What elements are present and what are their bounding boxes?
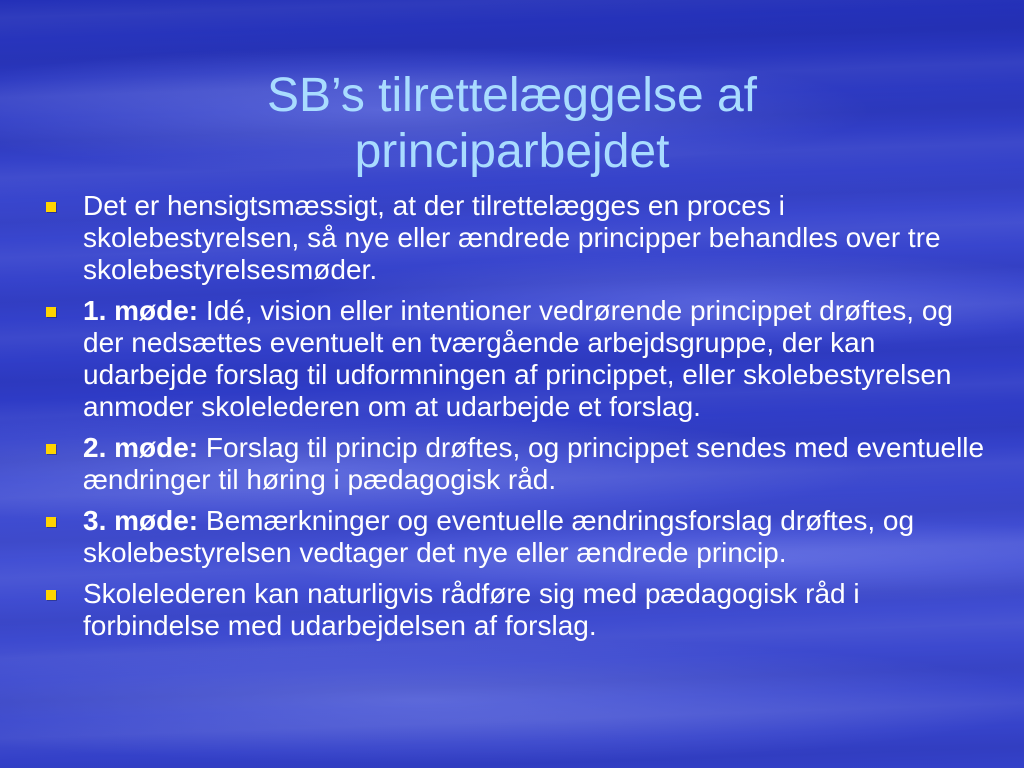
bullet-text: Idé, vision eller intentioner vedrørende princippet drøftes, og der nedsættes eventuelt en tværgående arbejdsgruppe, der kan udarbejde forslag til udformningen af princippet, eller skolebestyrelsen anmoder skolelederen om at udarbejde et forslag. xyxy=(83,295,953,422)
bullet-item-3 xyxy=(46,432,986,496)
bullet-lead: 2. møde: xyxy=(83,432,199,463)
bullet-text: Det er hensigtsmæssigt, at der tilrettelægges en proces i skolebestyrelsen, så nye eller ændrede principper behandles over tre skolebestyrelsesmøder. xyxy=(83,190,941,285)
square-bullet-icon xyxy=(46,590,56,600)
bullet-text: Forslag til princip drøftes, og princippet sendes med eventuelle ændringer til høring i pædagogisk råd. xyxy=(83,432,985,495)
bullet-text: Skolelederen kan naturligvis rådføre sig med pædagogisk råd i forbindelse med udarbejdelsen af forslag. xyxy=(83,578,860,641)
square-bullet-icon xyxy=(46,307,56,317)
slide-title xyxy=(40,68,984,180)
slide-title-line-2: principarbejdet xyxy=(354,125,670,179)
square-bullet-icon xyxy=(46,202,56,212)
bullet-item-4 xyxy=(46,505,986,569)
bullet-item-1 xyxy=(46,190,986,286)
bullet-lead: 1. møde: xyxy=(83,295,199,326)
bullet-list xyxy=(46,190,986,651)
bullet-text: Bemærkninger og eventuelle ændringsforslag drøftes, og skolebestyrelsen vedtager det nye eller ændrede princip. xyxy=(83,505,915,568)
bullet-item-5 xyxy=(46,578,986,642)
square-bullet-icon xyxy=(46,444,56,454)
slide-title-line-1: SB’s tilrettelæggelse af xyxy=(266,69,758,123)
bullet-item-2 xyxy=(46,295,986,423)
bullet-lead: 3. møde: xyxy=(83,505,199,536)
square-bullet-icon xyxy=(46,517,56,527)
